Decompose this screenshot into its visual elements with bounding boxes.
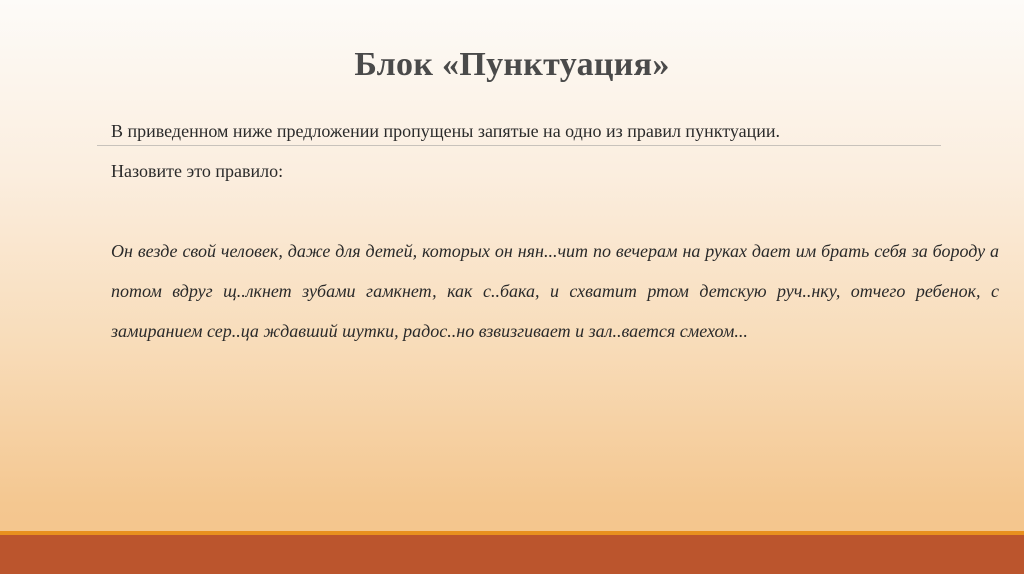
divider-line (97, 145, 941, 146)
example-sentence: Он везде свой человек, даже для детей, которых он нян...чит по вечерам на руках дает им брать себя за бороду а потом вдруг щ..лкнет зубами гамкнет, как с..бака, и схватит ртом детскую руч..нку, отчего ребенок, с замиранием сер..ца ждавший шутки, радос..но взвизгивает и зал..вается смехом... (111, 241, 999, 341)
instruction-line-2: Назовите это правило: (111, 161, 284, 181)
bottom-accent-bar (0, 535, 1024, 574)
slide-title: Блок «Пунктуация» (354, 46, 670, 83)
instruction-line-1: В приведенном ниже предложении пропущены запятые на одно из правил пунктуации. (111, 121, 780, 141)
